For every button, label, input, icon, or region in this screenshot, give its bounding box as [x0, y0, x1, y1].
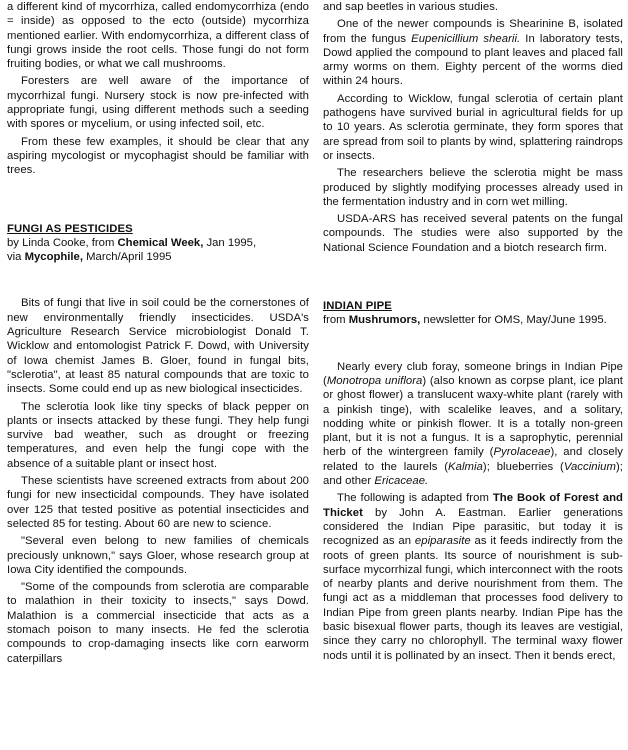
- text-run: ); and other: [323, 460, 623, 488]
- species-name: Eupenicillium shearii.: [411, 32, 521, 45]
- byline-text: from: [323, 314, 349, 327]
- body-paragraph: [323, 17, 623, 88]
- text-run: In laboratory tests, Dowd applied the compound to plant leaves and placed fall army worms on them. Eighty percent of the worms died within 24 hours.: [323, 32, 624, 88]
- text-run: Nearly every club foray, someone brings in Indian Pipe (: [323, 360, 623, 387]
- genus-name: Vaccinium: [563, 460, 616, 473]
- body-paragraph: and sap beetles in various studies.: [323, 1, 499, 13]
- body-paragraph: Foresters are well aware of the importance of mycorrhizal fungi. Nursery stock is now pre-infected with appropriate fungi, using different methods such a seeding with spores or mycelium, or using infected soil, etc.: [7, 75, 309, 131]
- article-byline: [323, 313, 623, 327]
- byline-source: Mushrumors,: [348, 314, 421, 327]
- body-paragraph: "Some of the compounds from sclerotia are comparable to malathion in their toxicity to insects," says Dowd. Malathion is a commercial insecticide that acts as a stomach poison to many insects. He fed the sclerotia compounds to crop-damaging insects like corn earworm caterpillars: [7, 581, 309, 665]
- byline-text: by Linda Cooke, from: [7, 236, 118, 249]
- article-byline: [7, 236, 309, 265]
- byline-text: newsletter for OMS, May/June 1995.: [420, 314, 607, 327]
- body-paragraph: According to Wicklow, fungal sclerotia of certain plant pathogens have survived burial in agricultural fields for up to 10 years. As sclerotia germinate, they form spores that are spread from soil to plants by wind, splattering raindrops or insects.: [323, 92, 623, 162]
- body-paragraph: The researchers believe the sclerotia might be mass produced by slightly modifying processes already used in the fermentation industry and in corn wet milling.: [323, 167, 623, 208]
- left-column: [7, 0, 309, 666]
- byline-source: Mycophile,: [24, 251, 83, 264]
- body-paragraph: [323, 491, 623, 663]
- body-paragraph: These scientists have screened extracts from about 200 fungi for new insecticidal compounds. They have isolated over 125 that tested positive as potential insecticides and selected 85 for testing. About 60 are new to science.: [7, 475, 309, 530]
- body-paragraph: USDA-ARS has received several patents on the fungal compounds. The studies were also supported by the National Science Foundation and a biotch research firm.: [323, 213, 623, 254]
- body-paragraph: From these few examples, it should be clear that any aspiring mycologist or mycophagist should be familiar with trees.: [7, 135, 309, 177]
- family-name: Pyrolaceae: [493, 446, 551, 459]
- body-paragraph: Bits of fungi that live in soil could be the cornerstones of new environmentally friendly insecticides. USDA's Agriculture Research Service microbiologist Donald T. Wicklow and entomologist Patrick F. Dowd, with University of Iowa chemist James B. Gloer, found in fungal bits, "sclerotia", at least 85 natural compounds that are toxic to insects. Some could end up as new biological insecticides.: [7, 297, 309, 396]
- body-paragraph: a different kind of mycorrhiza, called endomycorrhiza (endo = inside) as opposed to the ecto (outside) mycorrhiza mentioned earlier. With endomycorrhiza, a different class of fungi grows inside the root cells. Those fungi do not form fruiting bodies, or what we call mushrooms.: [7, 1, 309, 71]
- byline-date: March/April 1995: [82, 251, 172, 264]
- term: epiparasite: [414, 535, 471, 548]
- body-paragraph: "Several even belong to new families of chemicals preciously unknown," says Gloer, whose research group at Iowa City identified the compounds.: [7, 535, 309, 576]
- text-run: ), and closely related to the laurels (: [323, 446, 623, 473]
- text-run: ); blueberries (: [482, 460, 564, 473]
- text-run: as it feeds indirectly from the roots of green plants. Its source of nourishment is sub-surface mycorrhizal fungi, which interconnect with the roots of nearby plants and derive nourishment from them. The fungi act as a middleman that processes food delivery to Indian Pipe from green plants nearby. Indian Pipe has the basic bisexual flower parts, though its leaves are vestigial, since they carry no chlorophyll. The terminal waxy flower nods until it is pollinated by an insect. Then it bends erect,: [323, 535, 623, 662]
- genus-name: Kalmia: [448, 460, 483, 473]
- right-column: [323, 0, 623, 663]
- species-name: Monotropa uniflora: [326, 374, 423, 387]
- byline-text: via: [7, 251, 25, 264]
- text-run: ) (also known as corpse plant, ice plant or ghost flower) a translucent waxy-white plant (rarely with a pinkish tinge), with scalelike leaves, and a solitary, nodding white or pinkish flower. It is a totally non-green plant, but it is not a fungus. It is a saprophytic, perennial herb of the wintergreen family (: [323, 374, 623, 459]
- text-run: One of the newer compounds is Shearinine B, isolated from the fungus: [323, 18, 623, 45]
- byline-source: Chemical Week,: [117, 236, 204, 249]
- article-heading: INDIAN PIPE: [323, 300, 392, 313]
- body-paragraph: The sclerotia look like tiny specks of black pepper on plants or insects attacked by these fungi. They help fungi survive bad weather, such as drought or freezing temperatures, and even help the fungi cope with the absence of a suitable plant or insect host.: [7, 400, 309, 470]
- byline-date: Jan 1995,: [203, 236, 257, 249]
- text-run: by John A. Eastman. Earlier generations considered the Indian Pipe parasitic, but today it is recognized as an: [323, 506, 623, 548]
- text-run: The following is adapted from: [337, 492, 493, 505]
- family-name: Ericaceae.: [374, 475, 429, 488]
- book-title: The Book of Forest and Thicket: [323, 492, 623, 519]
- article-heading: FUNGI AS PESTICIDES: [7, 222, 133, 235]
- body-paragraph: [323, 360, 623, 489]
